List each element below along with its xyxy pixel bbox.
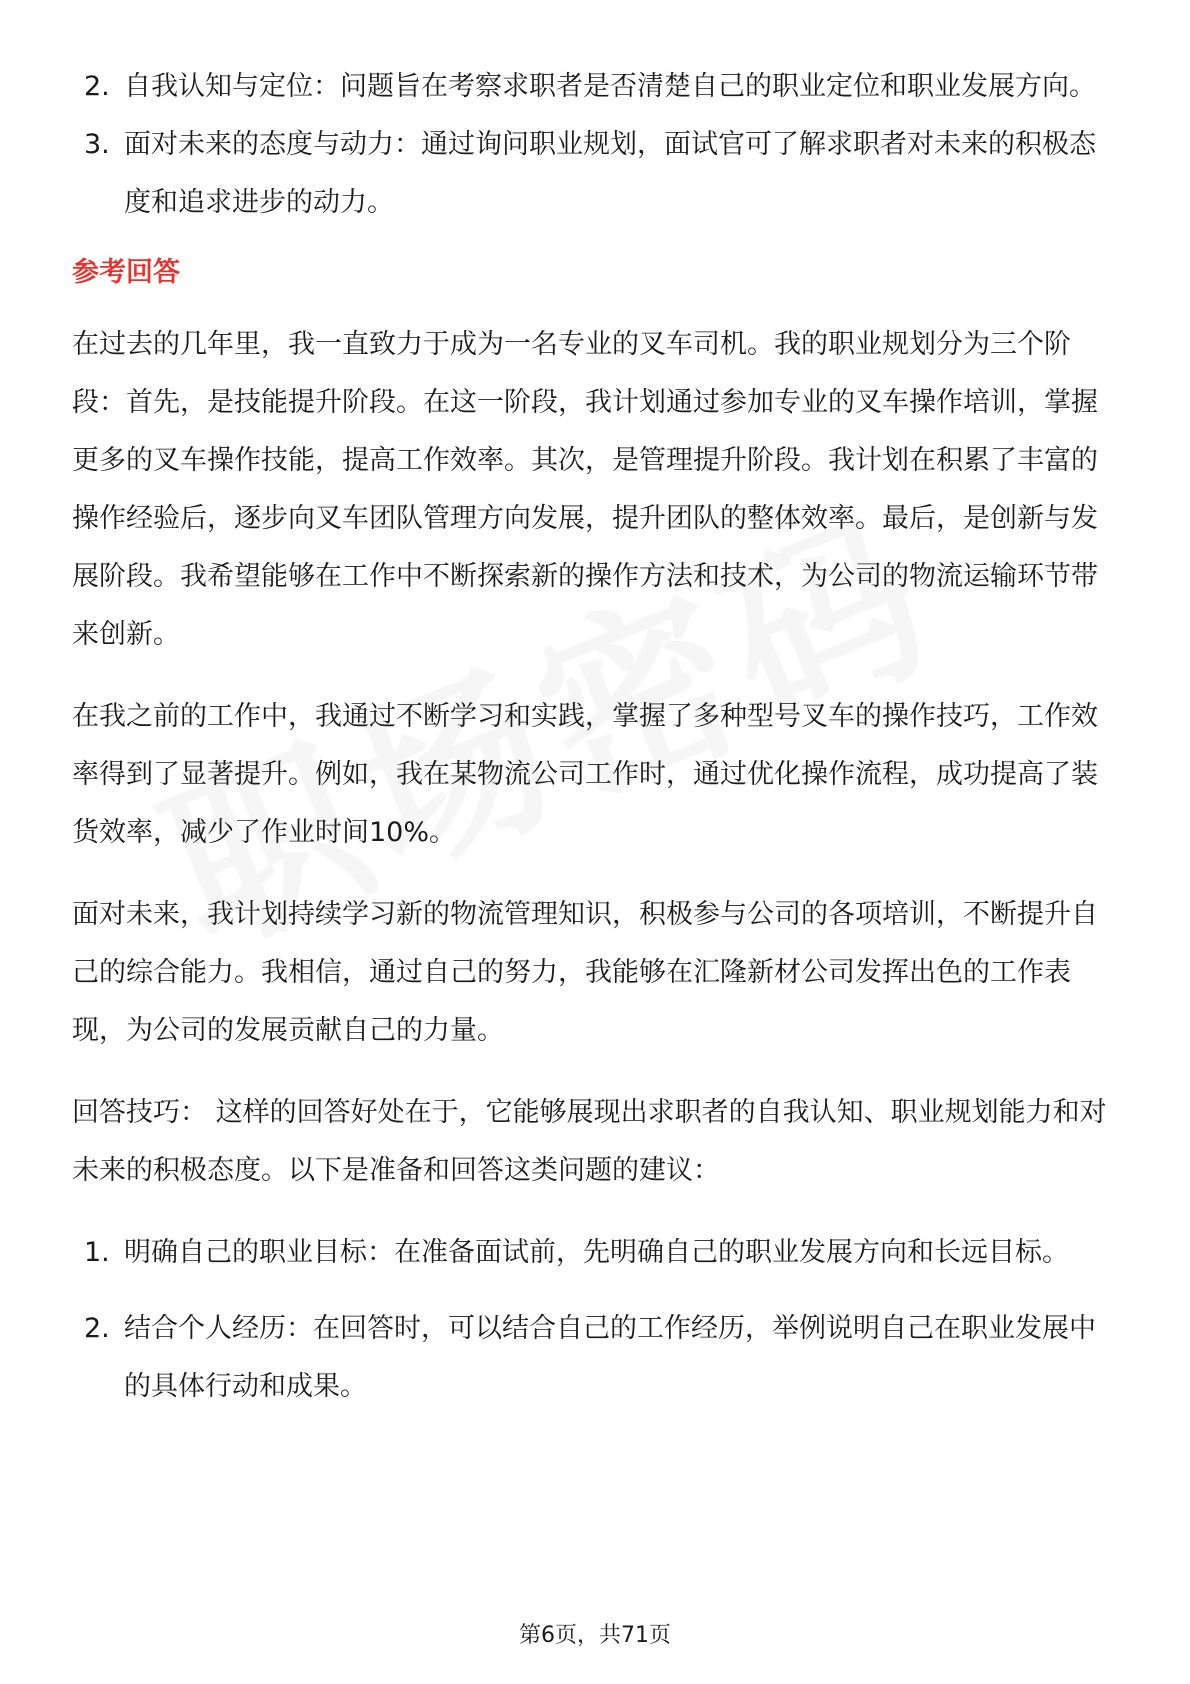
list-item-number: 3. [84, 129, 110, 160]
tips-list [72, 1224, 1118, 1416]
list-item-text: 结合个人经历：在回答时，可以结合自己的工作经历，举例说明自己在职业发展中的具体行动和成果。 [124, 1313, 1096, 1402]
reference-answer-heading: 参考回答 [72, 257, 180, 288]
page-number-footer: 第6页，共71页 [519, 1623, 671, 1648]
list-item-text: 自我认知与定位：问题旨在考察求职者是否清楚自己的职业定位和职业发展方向。 [124, 71, 1096, 102]
answer-tips-paragraph: 回答技巧： 这样的回答好处在于，它能够展现出求职者的自我认知、职业规划能力和对未来的积极态度。以下是准备和回答这类问题的建议： [72, 1097, 1107, 1186]
list-item-number: 1. [84, 1237, 110, 1268]
list-item [72, 1300, 1118, 1416]
list-item [72, 1224, 1118, 1282]
list-item-number: 2. [84, 71, 110, 102]
criteria-list [72, 58, 1118, 232]
list-item-number: 2. [84, 1313, 110, 1344]
list-item-text: 面对未来的态度与动力：通过询问职业规划，面试官可了解求职者对未来的积极态度和追求进步的动力。 [124, 129, 1096, 218]
list-item [72, 58, 1118, 116]
answer-paragraph: 在我之前的工作中，我通过不断学习和实践，掌握了多种型号叉车的操作技巧，工作效率得到了显著提升。例如，我在某物流公司工作时，通过优化操作流程，成功提高了装货效率，减少了作业时间10%。 [72, 701, 1098, 848]
list-item [72, 116, 1118, 232]
list-item-text: 明确自己的职业目标：在准备面试前，先明确自己的职业发展方向和长远目标。 [124, 1237, 1069, 1268]
answer-paragraph: 在过去的几年里，我一直致力于成为一名专业的叉车司机。我的职业规划分为三个阶段：首先，是技能提升阶段。在这一阶段，我计划通过参加专业的叉车操作培训，掌握更多的叉车操作技能，提高工作效率。其次，是管理提升阶段。我计划在积累了丰富的操作经验后，逐步向叉车团队管理方向发展，提升团队的整体效率。最后，是创新与发展阶段。我希望能够在工作中不断探索新的操作方法和技术，为公司的物流运输环节带来创新。 [72, 329, 1098, 650]
page-content [72, 58, 1118, 1416]
answer-paragraph: 面对未来，我计划持续学习新的物流管理知识，积极参与公司的各项培训，不断提升自己的综合能力。我相信，通过自己的努力，我能够在汇隆新材公司发挥出色的工作表现，为公司的发展贡献自己的力量。 [72, 899, 1098, 1046]
